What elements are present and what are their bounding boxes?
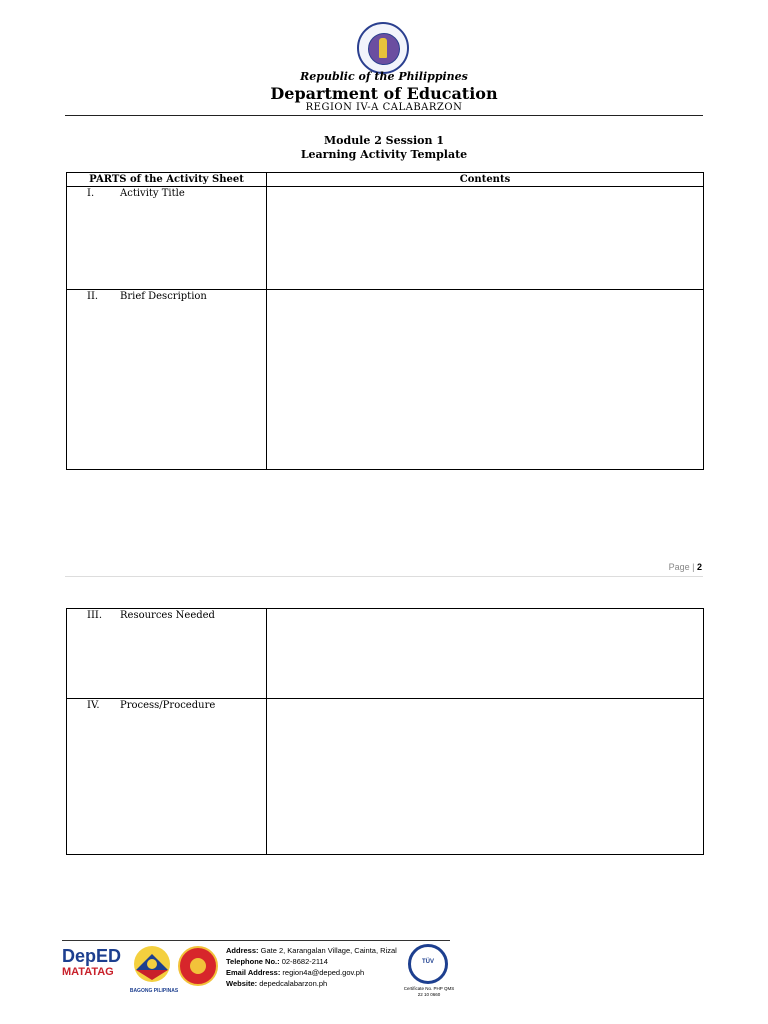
row-number: III. [87,610,103,621]
column-header-parts: PARTS of the Activity Sheet [67,173,267,187]
column-header-contents: Contents [267,173,704,187]
row-number: IV. [87,700,100,711]
table-row [67,187,704,290]
bagong-pilipinas-logo: BAGONG PILIPINAS [132,944,172,984]
iso-certification-logo: TÜV [408,944,448,984]
table-row [67,699,704,855]
contents-cell-brief-description[interactable] [267,290,704,470]
module-title: Module 2 Session 1 [323,134,445,147]
page-number: Page | 2 [668,562,702,572]
activity-sheet-table-1 [66,172,704,470]
region-heading: REGION IV-A CALABARZON [305,102,463,113]
contents-cell-resources-needed[interactable] [267,609,704,699]
department-heading: Department of Education [270,84,498,103]
footer-divider [62,940,450,941]
contents-cell-process-procedure[interactable] [267,699,704,855]
template-title: Learning Activity Template [300,148,468,161]
activity-sheet-table-2 [66,608,704,855]
sun-emblem-icon [132,944,172,984]
contact-info: Address: Gate 2, Karangalan Village, Cainta, Rizal Telephone No.: 02-8682-2114 Email Address: region4a@deped.gov.ph Website: depedcalabarzon.ph [226,946,397,988]
row-number: II. [87,291,99,302]
page-break-divider [65,576,703,577]
table-row [67,290,704,470]
region-seal-logo [178,946,218,986]
row-number: I. [87,188,95,199]
row-label-brief-description: Brief Description [120,291,207,302]
table-row [67,609,704,699]
deped-matatag-logo: DepED MATATAG [62,946,122,978]
row-label-resources-needed: Resources Needed [120,610,215,621]
row-label-activity-title: Activity Title [120,188,185,199]
header-divider [65,115,703,116]
deped-seal-logo [357,22,409,74]
republic-heading: Republic of the Philippines [300,70,468,83]
certificate-number: Certificate No. PHP QMS 22 10 0660 [403,986,455,997]
row-label-process-procedure: Process/Procedure [120,700,216,711]
contents-cell-activity-title[interactable] [267,187,704,290]
